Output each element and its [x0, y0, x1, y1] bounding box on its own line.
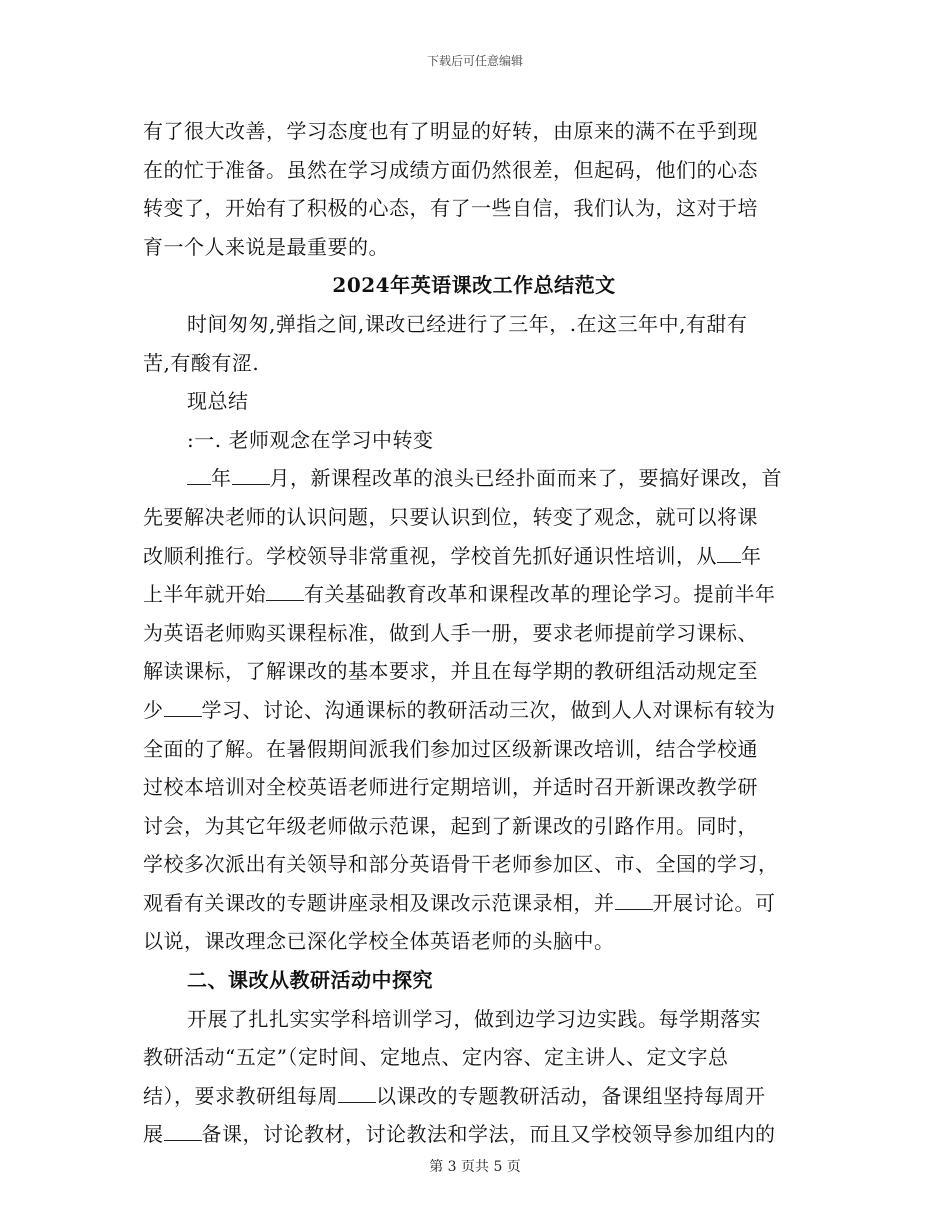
paragraph-line: 学校多次派出有关领导和部分英语骨干老师参加区、市、全国的学习，: [143, 852, 779, 877]
paragraph-line: 以说，课改理念已深化学校全体英语老师的头脑中。: [143, 929, 615, 954]
text-span: 年: [741, 543, 762, 568]
paragraph-line: 时间匆匆,弹指之间,课改已经进行了三年，.在这三年中,有甜有: [187, 311, 748, 336]
blank-underline: [615, 908, 653, 910]
paragraph-line: 苦,有酸有涩.: [143, 350, 260, 375]
paragraph-line: 在的忙于准备。虽然在学习成绩方面仍然很差，但起码，他们的心态: [143, 157, 758, 182]
text-span: 上半年就开始: [143, 582, 266, 607]
paragraph-line: 教研活动“五定”（定时间、定地点、定内容、定主讲人、定文字总: [143, 1045, 729, 1070]
paragraph-line: 育一个人来说是最重要的。: [143, 234, 389, 259]
paragraph-line: [143, 1115, 805, 1154]
paragraph-line: 过校本培训对全校英语老师进行定期培训，并适时召开新课改教学研: [143, 775, 758, 800]
section-heading-2: 二、课改从教研活动中探究: [187, 968, 433, 993]
text-span: 结），要求教研组每周: [143, 1083, 338, 1108]
text-span: 改顺利推行。学校领导非常重视，学校首先抓好通识性培训，从: [143, 543, 717, 568]
page-header-note: 下载后可任意编辑: [426, 54, 523, 68]
text-span: 年: [211, 466, 232, 491]
page-number: 第 3 页共 5 页: [429, 1159, 521, 1175]
paragraph-line: [143, 691, 805, 730]
paragraph-line: [143, 459, 805, 498]
document-body: [143, 112, 805, 1154]
blank-underline: [164, 1139, 202, 1141]
text-span: 备课，讨论教材，讨论教法和学法，而且又学校领导参加组内的: [201, 1122, 776, 1147]
text-span: 观看有关课改的专题讲座录相及课改示范课录相，并: [143, 890, 615, 915]
blank-underline: [717, 561, 741, 563]
blank-underline: [187, 483, 211, 485]
blank-underline: [164, 715, 202, 717]
blank-underline: [266, 599, 304, 601]
text-span: 展: [143, 1122, 164, 1147]
blank-underline: [232, 483, 270, 485]
paragraph-line: 转变了，开始有了积极的心态，有了一些自信，我们认为，这对于培: [143, 196, 758, 221]
paragraph-line: [143, 537, 805, 576]
text-span: 学习、讨论、沟通课标的教研活动三次，做到人人对课标有较为: [201, 697, 776, 722]
text-span: 少: [143, 697, 164, 722]
text-span: 以课改的专题教研活动，备课组坚持每周开: [376, 1083, 766, 1108]
paragraph-line: [143, 575, 805, 614]
paragraph-line: 现总结: [187, 389, 249, 414]
text-span: 月，新课程改革的浪头已经扑面而来了，要搞好课改，首: [269, 466, 782, 491]
blank-underline: [338, 1101, 376, 1103]
paragraph-line: 先要解决老师的认识问题，只要认识到位，转变了观念，就可以将课: [143, 504, 758, 529]
paragraph-line: [143, 1077, 805, 1116]
paragraph-line: [143, 884, 805, 923]
document-title: 2024年英语课改工作总结范文: [332, 273, 616, 298]
text-span: 开展讨论。可: [652, 890, 776, 915]
paragraph-line: 解读课标，了解课改的基本要求，并且在每学期的教研组活动规定至: [143, 659, 758, 684]
text-span: 有关基础教育改革和课程改革的理论学习。提前半年: [304, 582, 776, 607]
paragraph-line: 有了很大改善，学习态度也有了明显的好转，由原来的满不在乎到现: [143, 119, 758, 143]
paragraph-line: 开展了扎扎实实学科培训学习，做到边学习边实践。每学期落实: [187, 1006, 761, 1031]
section-heading-1: :一. 老师观念在学习中转变: [187, 427, 434, 452]
paragraph-line: 为英语老师购买课程标准，做到人手一册，要求老师提前学习课标、: [143, 620, 758, 645]
paragraph-line: 讨会，为其它年级老师做示范课，起到了新课改的引路作用。同时，: [143, 813, 758, 838]
paragraph-line: 全面的了解。在暑假期间派我们参加过区级新课改培训，结合学校通: [143, 736, 758, 761]
